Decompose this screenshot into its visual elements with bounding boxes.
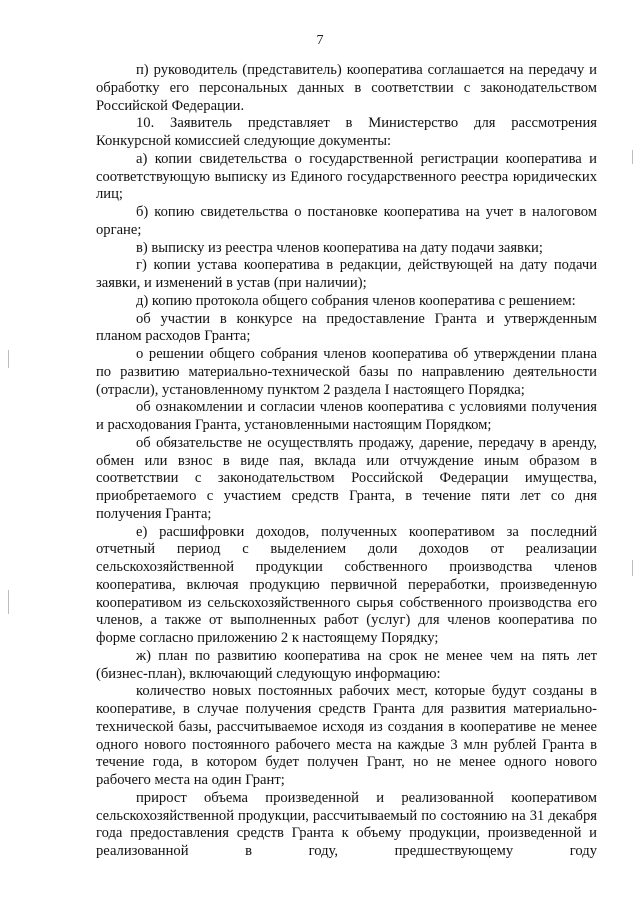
paragraph-decision-acquaintance: об ознакомлении и согласии членов кооператива с условиями получения и расходования Гранта, установленными настоящим Порядком;: [96, 399, 597, 433]
scan-margin-mark: [8, 350, 9, 368]
paragraph-item-g: г) копии устава кооператива в редакции, действующей на дату подачи заявки, и изменений в устав (при наличии);: [96, 257, 597, 291]
scan-margin-mark: [632, 560, 633, 576]
document-body: [96, 62, 597, 861]
paragraph-decision-plan: о решении общего собрания членов кооператива об утверждении плана по развитию материально-технической базы по направлению деятельности (отрасли), установленному пунктом 2 раздела I настоящего Порядка;: [96, 346, 597, 398]
paragraph-decision-participation: об участии в конкурсе на предоставление Гранта и утвержденным планом расходов Гранта;: [96, 310, 597, 345]
paragraph-production-growth: прирост объема произведенной и реализованной кооперативом сельскохозяйственной продукции, рассчитываемый по состоянию на 31 декабря года предоставления средств Гранта к объему продукции, произведенной и реализованной в году, предшествующему году: [96, 789, 597, 859]
paragraph-item-v: в) выписку из реестра членов кооператива на дату подачи заявки;: [136, 239, 543, 256]
paragraph-item-a: а) копии свидетельства о государственной регистрации кооператива и соответствующую выписку из Единого государственного реестра юридических лиц;: [96, 150, 597, 203]
paragraph-item-d: д) копию протокола общего собрания членов кооператива с решением:: [136, 292, 576, 309]
paragraph-new-jobs: количество новых постоянных рабочих мест, которые будут созданы в кооперативе, в случае получения средств Гранта для развития материально-технической базы, рассчитываемое исходя из создания в кооперативе не менее одного нового постоянного рабочего места на каждые 3 млн рублей Гранта в течение года, в котором будет получен Грант, но не менее одного нового рабочего места на один Грант;: [96, 683, 597, 788]
paragraph-decision-obligation: об обязательстве не осуществлять продажу, дарение, передачу в аренду, обмен или взнос в виде пая, вклада или отчуждение иным образом в соответствии с законодательством Российской Федерации имущества, приобретаемого с участием средств Гранта, в течение пяти лет со дня получения Гранта;: [96, 434, 597, 522]
paragraph-item-b: б) копию свидетельства о постановке кооператива на учет в налоговом органе;: [96, 204, 597, 238]
scan-margin-mark: [8, 590, 9, 614]
paragraph-item-zh: ж) план по развитию кооператива на срок не менее чем на пять лет (бизнес-план), включающий следующую информацию:: [96, 647, 597, 682]
page-number: 7: [316, 33, 324, 48]
paragraph-item-p: п) руководитель (представитель) кооператива соглашается на передачу и обработку его персональных данных в соответствии с законодательством Российской Федерации.: [96, 62, 597, 114]
paragraph-item-10: 10. Заявитель представляет в Министерство для рассмотрения Конкурсной комиссией следующие документы:: [96, 115, 597, 149]
scan-margin-mark: [632, 150, 633, 164]
paragraph-item-e: е) расшифровки доходов, полученных кооперативом за последний отчетный период с выделением доли доходов от реализации сельскохозяйственной продукции собственного производства членов кооператива, включая продукцию первичной переработки, произведенную кооперативом из сельскохозяйственного сырья собственного производства его членов, а также от выполненных работ (услуг) для членов кооператива по форме согласно приложению 2 к настоящему Порядку;: [96, 523, 597, 646]
